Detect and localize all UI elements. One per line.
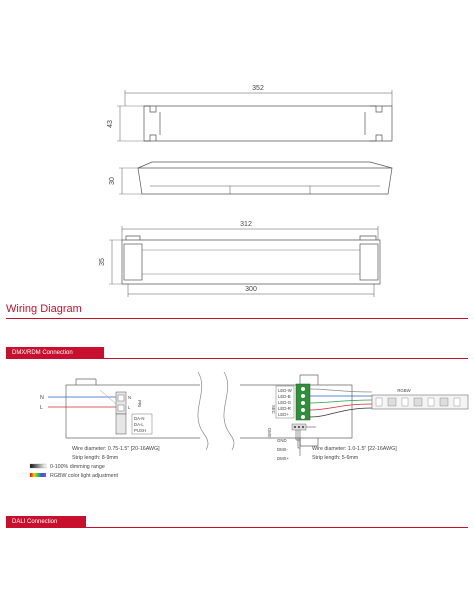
bottom-length-dim: 312: [240, 221, 252, 228]
input-label-n: N: [40, 395, 44, 401]
right-strip-spec: Strip length: 5-6mm: [312, 455, 359, 461]
output-terminal-labels: [276, 386, 294, 418]
rgbw-led-strip: [372, 395, 468, 409]
output-terminal-4: LED-R: [278, 406, 291, 411]
right-wire-spec: Wire diameter: 1.0-1.5" [22-16AWG]: [312, 446, 397, 452]
left-wire-spec: Wire diameter: 0.75-1.5" [20-16AWG]: [72, 446, 160, 452]
dimming-legend-label: 0-100% dimming range: [50, 464, 105, 470]
bottom-height-dim: 35: [99, 258, 106, 266]
input-terminal-block: [116, 392, 142, 414]
strip-label: RGBW: [397, 388, 411, 393]
rgbw-legend-label: RGBW color light adjustment: [50, 473, 119, 479]
dmx-label: DMX: [267, 428, 272, 438]
bottom-inner-length-dim: 300: [245, 286, 257, 293]
aux-terminal-1: DA-N: [134, 416, 145, 421]
input-terminal-l: L: [128, 405, 131, 410]
dimming-legend-swatch: [30, 464, 46, 468]
dmx-pin-plus: DMX+: [277, 456, 290, 461]
green-terminal-block: [296, 384, 310, 420]
output-terminal-2: LED-B: [278, 394, 291, 399]
output-terminal-1: LED-W: [278, 388, 292, 393]
output-terminal-3: LED-G: [278, 400, 292, 405]
dmx-pin-gnd: GND: [277, 438, 287, 443]
dmx-pin-minus: DMX-: [277, 447, 288, 452]
dali-panel-header: DALI Connection: [6, 516, 86, 528]
top-length-dim: 352: [252, 85, 264, 92]
dali-panel-rule: [6, 527, 468, 528]
wiring-diagram-title: Wiring Diagram: [6, 303, 82, 315]
left-strip-spec: Strip length: 8-9mm: [72, 455, 119, 461]
top-height-dim: 43: [107, 120, 114, 128]
aux-terminal-2: DA-L: [134, 422, 144, 427]
aux-terminal-3: PUSH: [134, 428, 146, 433]
input-label-l: L: [40, 405, 43, 411]
input-terminal-n: N: [128, 395, 132, 400]
rgbw-legend-swatch: [30, 473, 46, 477]
output-terminal-5: LED+: [278, 412, 289, 417]
side-height-dim: 30: [109, 177, 116, 185]
aux-terminal-block: [116, 414, 152, 434]
sec-label: SEC: [271, 405, 276, 414]
pri-label: PRI: [137, 400, 142, 408]
output-wires: [310, 389, 372, 417]
dmx-panel-header: DMX/RDM Connection: [6, 347, 104, 359]
